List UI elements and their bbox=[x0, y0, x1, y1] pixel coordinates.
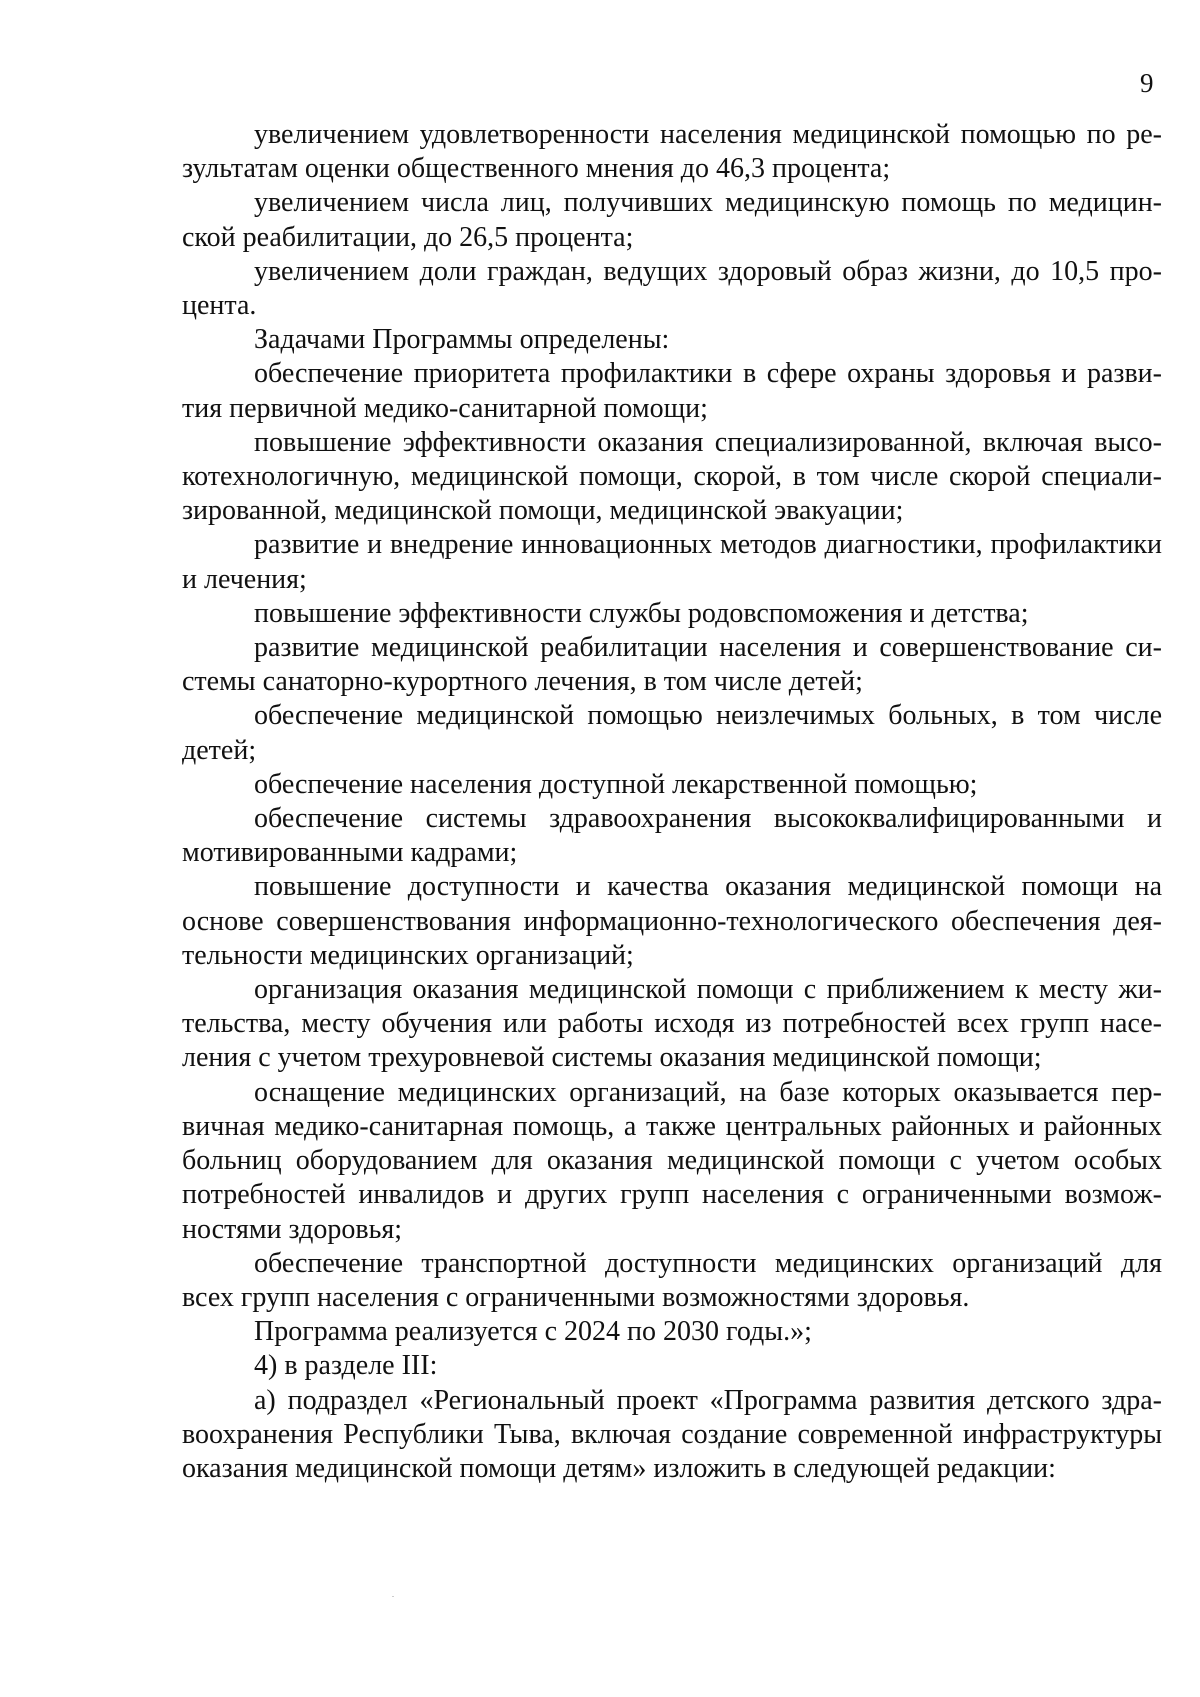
paragraph-subsection-a: а) подраздел «Региональный проект «Программа развития детского здравоохранения Республики Тыва, включая создание современной инфраструктуры оказания медицинской помощи детям» изложить в следующей редакции: bbox=[182, 1384, 1162, 1484]
paragraph-satisfaction: увеличением удовлетворенности населения медицинской помощью по результатам оценки общественного мнения до 46,3 процента; bbox=[182, 119, 1162, 185]
paragraph-program-period: Программа реализуется с 2024 по 2030 годы.»; bbox=[254, 1316, 812, 1348]
page-number: 9 bbox=[1140, 68, 1154, 98]
paragraph-transport-accessibility: обеспечение транспортной доступности медицинских организаций для всех групп населения с ограниченными возможностями здоровья. bbox=[182, 1247, 1162, 1313]
paragraph-healthy-lifestyle: увеличением доли граждан, ведущих здоровый образ жизни, до 10,5 процента. bbox=[182, 255, 1162, 322]
paragraph-innovative-methods: развитие и внедрение инновационных методов диагностики, профилактики и лечения; bbox=[182, 529, 1162, 595]
paragraph-specialized-care: повышение эффективности оказания специализированной, включая высокотехнологичную, медицинской помощи, скорой, в том числе скорой специализированной, медицинской помощи, медицинской эвакуации; bbox=[182, 426, 1162, 527]
paragraph-palliative-care: обеспечение медицинской помощью неизлечимых больных, в том числе детей; bbox=[182, 700, 1162, 766]
paragraph-medical-rehabilitation: развитие медицинской реабилитации населения и совершенствование системы санаторно-курортного лечения, в том числе детей; bbox=[182, 632, 1162, 698]
paragraph-section-three: 4) в разделе III: bbox=[254, 1350, 438, 1382]
paragraph-tasks-heading: Задачами Программы определены: bbox=[254, 324, 670, 356]
paragraph-care-proximity: организация оказания медицинской помощи с приближением к месту жительства, месту обучения или работы исходя из потребностей всех групп населения с учетом трехуровневой системы оказания медицинской помощи; bbox=[182, 974, 1162, 1074]
paragraph-it-support: повышение доступности и качества оказания медицинской помощи на основе совершенствования информационно-технологического обеспечения деятельности медицинских организаций; bbox=[182, 871, 1162, 971]
paragraph-maternity-service: повышение эффективности службы родовспоможения и детства; bbox=[254, 597, 1029, 629]
scan-speck bbox=[392, 1596, 394, 1597]
paragraph-prevention-priority: обеспечение приоритета профилактики в сфере охраны здоровья и развития первичной медико-санитарной помощи; bbox=[182, 358, 1162, 424]
paragraph-qualified-staff: обеспечение системы здравоохранения высококвалифицированными и мотивированными кадрами; bbox=[182, 803, 1162, 869]
document-body bbox=[182, 118, 1162, 1486]
paragraph-drug-assistance: обеспечение населения доступной лекарственной помощью; bbox=[254, 768, 978, 800]
paragraph-equipment: оснащение медицинских организаций, на базе которых оказывается первичная медико-санитарная помощь, а также центральных районных и районных больниц оборудованием для оказания медицинской помощи с учетом особых потребностей инвалидов и других групп населения с ограниченными возможностями здоровья; bbox=[182, 1076, 1162, 1245]
paragraph-rehabilitation-count: увеличением числа лиц, получивших медицинскую помощь по медицинской реабилитации, до 26,5 процента; bbox=[182, 187, 1162, 253]
